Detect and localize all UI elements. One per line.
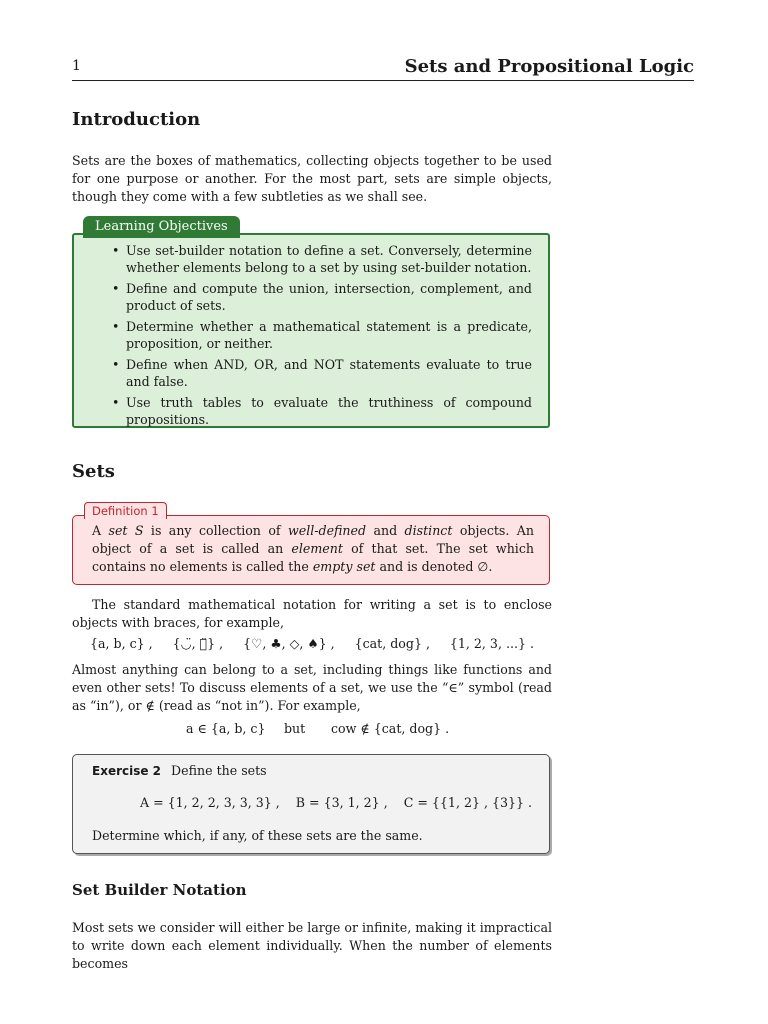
objective-item: • Use truth tables to evaluate the truthiness of compound propositions. — [112, 394, 532, 428]
objective-item: • Use set-builder notation to define a set. Conversely, determine whether elements belong to a set by using set-builder notation. — [112, 242, 532, 276]
set-example: {◡̈, ⌒̈} , — [172, 636, 224, 651]
learning-objectives-title: Learning Objectives — [83, 216, 240, 238]
set-builder-heading: Set Builder Notation — [72, 881, 247, 899]
definition-text: A set S is any collection of well-defined and distinct objects. An object of a set is called an element of that set. The set which contains no elements is called the empty set and is denoted ∅. — [92, 523, 535, 574]
example-left: a ∈ {a, b, c} — [186, 721, 266, 736]
page-number: 1 — [72, 58, 81, 74]
set-example: {♡, ♣, ◇, ♠} , — [243, 636, 335, 651]
intro-paragraph: Sets are the boxes of mathematics, collecting objects together to be used for one purpose or another. For the most part, sets are simple objects, though they come with a few subtleties as we shall see. — [72, 153, 552, 204]
definition-label: Definition 1 — [84, 502, 167, 519]
exercise-question: Determine which, if any, of these sets are the same. — [92, 828, 423, 843]
objective-item: • Determine whether a mathematical statement is a predicate, proposition, or neither. — [112, 318, 532, 352]
learning-objectives-list — [112, 242, 532, 432]
set-examples-row — [72, 636, 552, 651]
notation-paragraph: The standard mathematical notation for writing a set is to enclose objects with braces, for example, — [72, 597, 552, 630]
set-builder-paragraph: Most sets we consider will either be large or infinite, making it impractical to write down each element individually. When the number of elements becomes — [72, 920, 552, 971]
running-title: Sets and Propositional Logic — [404, 56, 694, 77]
example-mid: but — [284, 721, 306, 736]
exercise-intro-line — [92, 763, 532, 778]
exercise-label: Exercise 2 — [92, 764, 162, 778]
sets-heading: Sets — [72, 461, 115, 482]
exercise-intro: Define the sets — [171, 763, 267, 778]
set-example: {1, 2, 3, ...} . — [449, 636, 534, 651]
introduction-heading: Introduction — [72, 109, 201, 130]
set-example: {a, b, c} , — [90, 636, 153, 651]
set-example: {cat, dog} , — [354, 636, 430, 651]
page-header — [72, 58, 694, 81]
membership-paragraph: Almost anything can belong to a set, including things like functions and even other sets! To discuss elements of a set, we use the “∈” symbol (read as “in”), or ∉ (read as “not in”). For example, — [72, 662, 552, 713]
example-right: cow ∉ {cat, dog} . — [331, 721, 450, 736]
exercise-equation: A = {1, 2, 2, 3, 3, 3} , B = {3, 1, 2} , C = {{1, 2} , {3}} . — [140, 795, 533, 810]
objective-item: • Define when AND, OR, and NOT statements evaluate to true and false. — [112, 356, 532, 390]
objective-item: • Define and compute the union, intersection, complement, and product of sets. — [112, 280, 532, 314]
